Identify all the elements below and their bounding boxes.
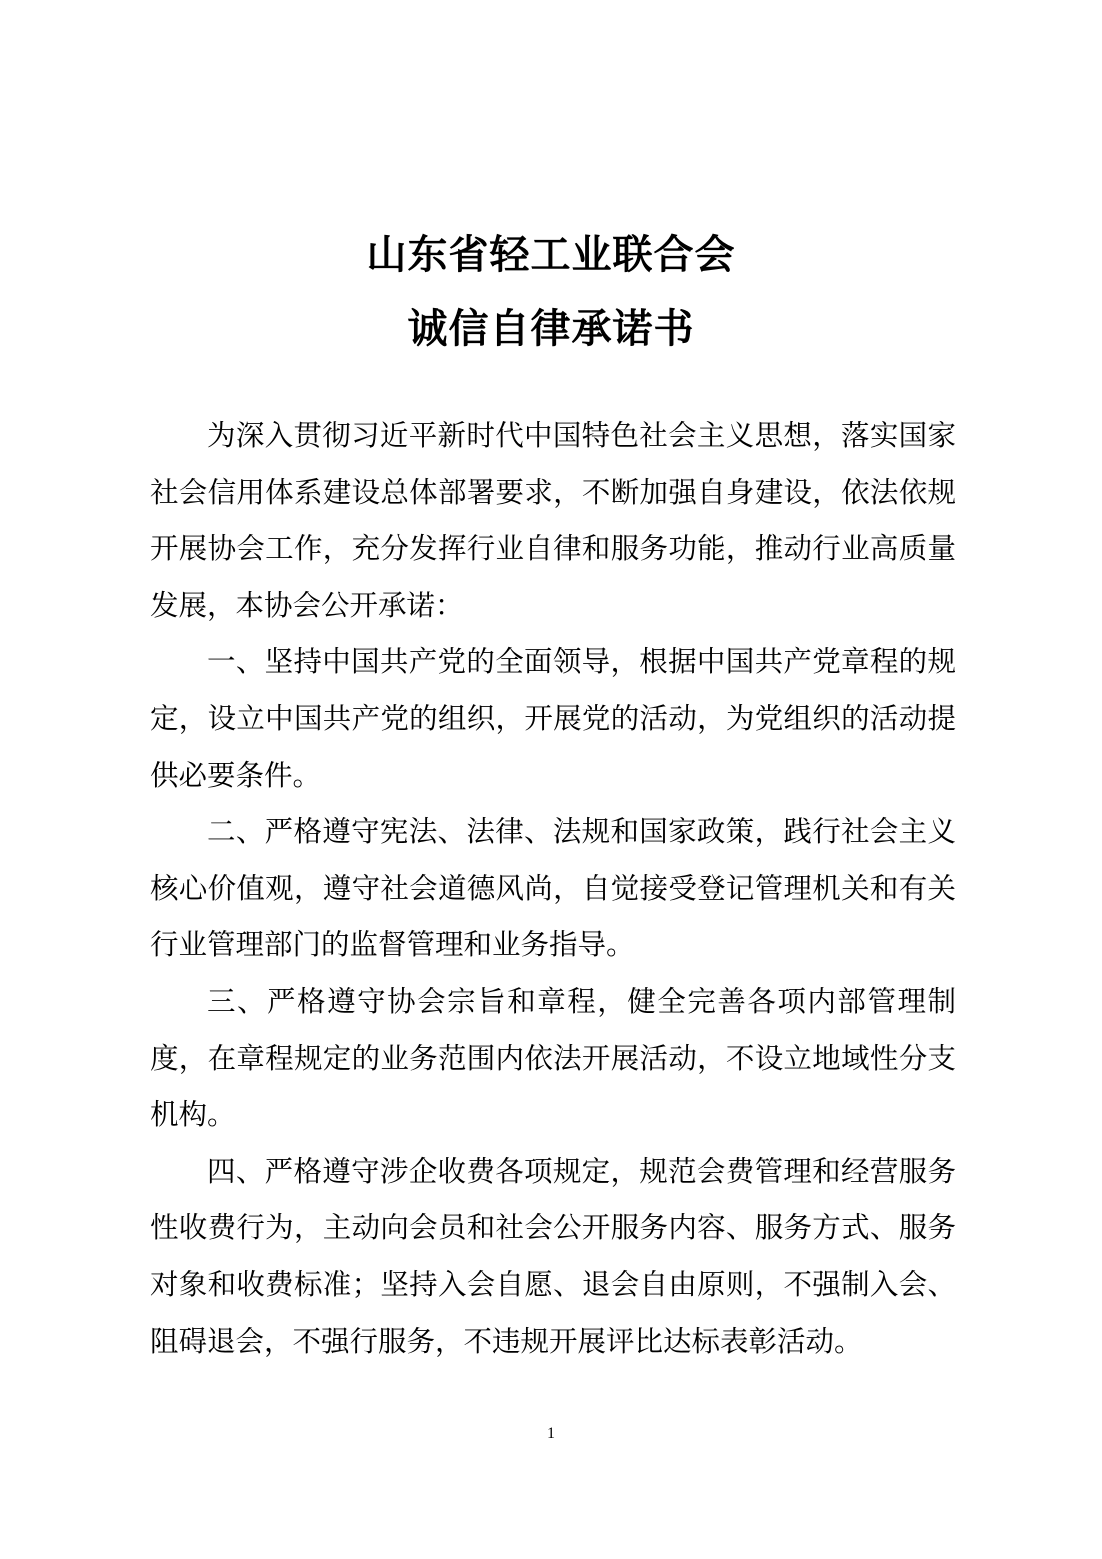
page-number: 1 [547, 1425, 555, 1442]
paragraph-commitment-4: 四、严格遵守涉企收费各项规定，规范会费管理和经营服务性收费行为，主动向会员和社会公开服务内容、服务方式、服务对象和收费标准；坚持入会自愿、退会自由原则，不强制入会、阻碍退会，不强行服务，不违规开展评比达标表彰活动。 [150, 1154, 956, 1358]
document-title [0, 218, 1102, 366]
paragraph-commitment-3: 三、严格遵守协会宗旨和章程，健全完善各项内部管理制度，在章程规定的业务范围内依法开展活动，不设立地域性分支机构。 [150, 984, 956, 1132]
paragraph-commitment-1: 一、坚持中国共产党的全面领导，根据中国共产党章程的规定，设立中国共产党的组织，开展党的活动，为党组织的活动提供必要条件。 [150, 645, 956, 792]
title-document-name: 诚信自律承诺书 [407, 305, 695, 352]
title-organization: 山东省轻工业联合会 [366, 231, 736, 278]
document-body [150, 408, 956, 1370]
paragraph-preamble: 为深入贯彻习近平新时代中国特色社会主义思想，落实国家社会信用体系建设总体部署要求，不断加强自身建设，依法依规开展协会工作，充分发挥行业自律和服务功能，推动行业高质量发展，本协会公开承诺： [150, 419, 956, 622]
paragraph-commitment-2: 二、严格遵守宪法、法律、法规和国家政策，践行社会主义核心价值观，遵守社会道德风尚，自觉接受登记管理机关和有关行业管理部门的监督管理和业务指导。 [150, 815, 956, 962]
